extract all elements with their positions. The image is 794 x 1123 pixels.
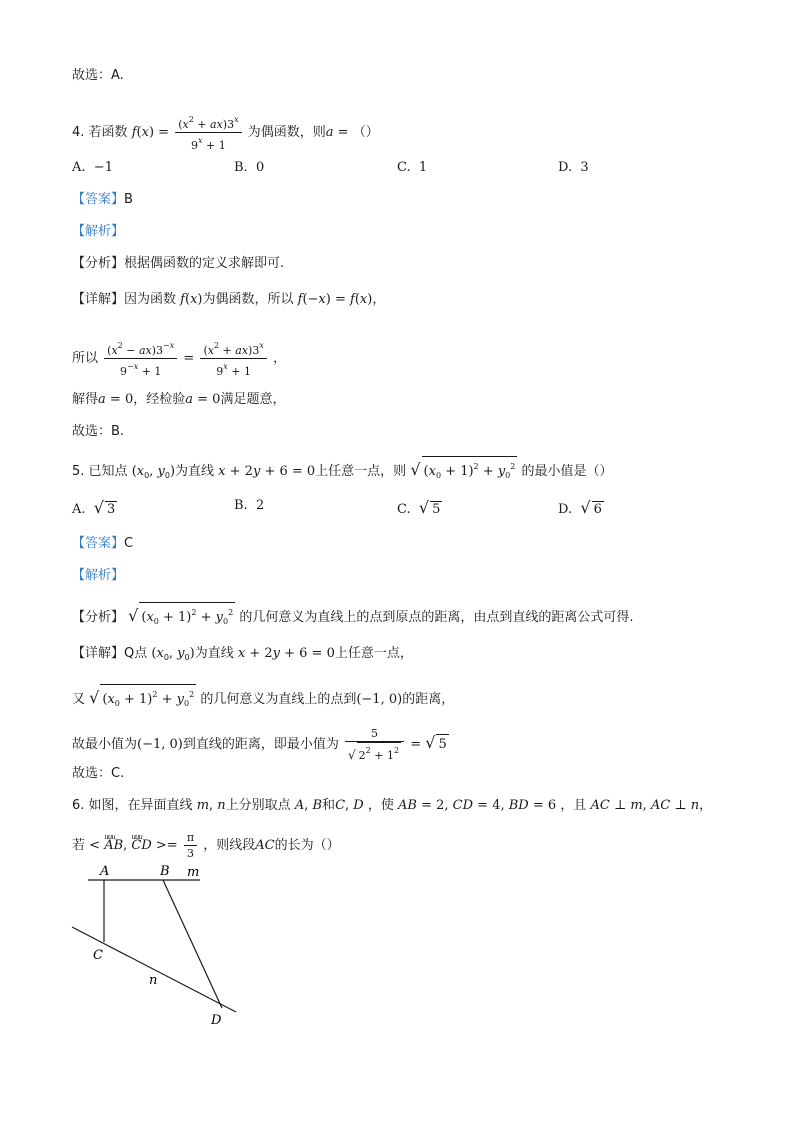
q4-stem: 4. 若函数 f(x) = $\frac{(x^2 + ax)3^x}{9^x + 1}$ 为偶函数，则a = （） bbox=[72, 112, 379, 153]
q4-analysis-tag: 【解析】 bbox=[72, 224, 125, 239]
q6-stem: 6. 如图，在异面直线 m, n上分别取点 A, B和C, D ，使 AB = 2, CD = 4, BD = 6 ，且 AC ⊥ m, AC ⊥ n， bbox=[72, 798, 713, 813]
q4-conclusion: 故选：B. bbox=[72, 424, 125, 439]
prev-answer: 故选：A. bbox=[72, 68, 124, 83]
q6-figure bbox=[60, 858, 260, 1028]
q4-option-d[interactable]: D. 3 bbox=[558, 160, 589, 175]
q5-analysis-tag: 【解析】 bbox=[72, 568, 125, 583]
q5-option-c[interactable]: C. √ 5 bbox=[397, 498, 441, 517]
q5-fenxi: 【分析】 √ $(x_0 + 1)^2 + y_0^2$ 的几何意义为直线上的点到原点的距离，由点到直线的距离公式可得. bbox=[72, 602, 633, 632]
label-d: D bbox=[211, 1013, 222, 1028]
q5-detail-line3: 故最小值为(−1, 0)到直线的距离，即最小值为 $\frac{5}{√ 2^2 + 1^2}$ = √ 5 bbox=[72, 727, 447, 762]
q4-detail: 【详解】因为函数 f(x)为偶函数，所以 f(−x) = f(x)， bbox=[72, 292, 386, 307]
label-c: C bbox=[93, 948, 103, 963]
q5-option-b[interactable]: B. 2 bbox=[234, 498, 265, 513]
q4-detail-line3: 解得a = 0，经检验a = 0满足题意， bbox=[72, 392, 286, 407]
q4-detail-line2: 所以 $\frac{(x^2 - ax)3^{-x}}{9^{-x} + 1}$ = $\frac{(x^2 + ax)3^x}{9^x + 1}$ ， bbox=[72, 338, 286, 379]
q5-answer: 【答案】C bbox=[72, 536, 134, 551]
q4-answer: 【答案】B bbox=[72, 192, 133, 207]
q4-option-c[interactable]: C. 1 bbox=[397, 160, 428, 175]
label-b: B bbox=[160, 864, 170, 879]
q4-fenxi: 【分析】根据偶函数的定义求解即可. bbox=[72, 256, 285, 271]
q5-detail-line2: 又 √ $(x_0 + 1)^2 + y_0^2$ 的几何意义为直线上的点到(−1, 0)的距离， bbox=[72, 684, 454, 714]
label-m: m bbox=[187, 865, 200, 880]
q5-detail: 【详解】Q点 ($x_0$, $y_0$)为直线 x + 2y + 6 = 0上任意一点， bbox=[72, 646, 413, 662]
line-n bbox=[72, 927, 236, 1012]
q5-option-d[interactable]: D. √ 6 bbox=[558, 498, 602, 517]
q5-option-a[interactable]: A. √ 3 bbox=[72, 498, 116, 517]
q6-stem-line2: 若 < uuu AB, uuu CD >= $\frac{\pi}{3}$ ，则线段AC的长为（） bbox=[72, 830, 340, 861]
label-n: n bbox=[149, 973, 158, 988]
label-a: A bbox=[100, 864, 110, 879]
q4-option-b[interactable]: B. 0 bbox=[234, 160, 265, 175]
q5-conclusion: 故选：C. bbox=[72, 766, 125, 781]
q5-stem: 5. 已知点 ($x_0$, $y_0$)为直线 x + 2y + 6 = 0上任意一点，则 √ $(x_0 + 1)^2 + y_0^2$ 的最小值是（） bbox=[72, 456, 613, 486]
q4-option-a[interactable]: A. −1 bbox=[72, 160, 113, 175]
